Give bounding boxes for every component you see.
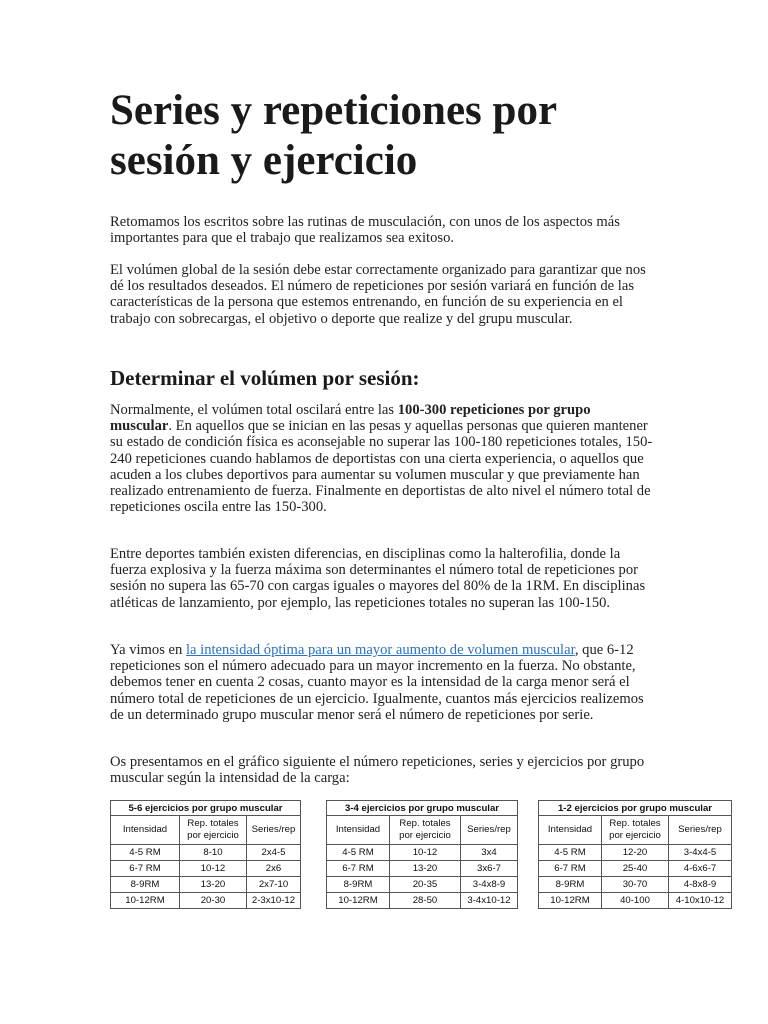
table-row — [327, 861, 518, 877]
header-series-reps: Series/rep — [247, 816, 301, 845]
cell-intensity: 6-7 RM — [111, 861, 180, 877]
cell-series-reps: 2x4-5 — [247, 845, 301, 861]
cell-intensity: 6-7 RM — [539, 861, 602, 877]
table-title: 5-6 ejercicios por grupo muscular — [111, 801, 301, 816]
table-3-4-exercises — [326, 800, 518, 909]
header-total-reps: Rep. totales por ejercicio — [390, 816, 461, 845]
cell-intensity: 4-5 RM — [539, 845, 602, 861]
table-row — [327, 893, 518, 909]
table-row — [539, 893, 732, 909]
cell-series-reps: 2x7-10 — [247, 877, 301, 893]
header-series-reps: Series/rep — [669, 816, 732, 845]
cell-series-reps: 3-4x8-9 — [461, 877, 518, 893]
intensity-paragraph — [110, 642, 655, 723]
cell-intensity: 8-9RM — [111, 877, 180, 893]
sports-paragraph: Entre deportes también existen diferencias, en disciplinas como la halterofilia, donde la fuerza explosiva y la fuerza máxima son determinantes el número total de repeticiones por sesión no supera las 65-70 con cargas iguales o mayores del 80% de la 1RM. En disciplinas atléticas de lanzamiento, por ejemplo, las repeticiones totales no superan las 100-150. — [110, 546, 646, 611]
cell-total-reps: 8-10 — [180, 845, 247, 861]
cell-intensity: 10-12RM — [327, 893, 390, 909]
header-intensity: Intensidad — [327, 816, 390, 845]
table-5-6-exercises — [110, 800, 301, 909]
volume-paragraph-start: Normalmente, el volúmen total oscilará entre las — [110, 402, 398, 418]
cell-intensity: 8-9RM — [327, 877, 390, 893]
section-heading: Determinar el volúmen por sesión: — [110, 366, 420, 390]
cell-series-reps: 3-4x10-12 — [461, 893, 518, 909]
table-title: 3-4 ejercicios por grupo muscular — [327, 801, 518, 816]
cell-total-reps: 10-12 — [390, 845, 461, 861]
intro-paragraph-2: El volúmen global de la sesión debe estar correctamente organizado para garantizar que nos dé los resultados deseados. El número de repeticiones por sesión variará en función de las características de la persona que estemos entrenando, en función de su experiencia en el trabajo con sobrecargas, el objetivo o deporte que realize y del grupu muscular. — [110, 262, 646, 327]
table-row — [111, 861, 301, 877]
table-row — [327, 845, 518, 861]
volume-paragraph — [110, 402, 655, 515]
cell-total-reps: 25-40 — [602, 861, 669, 877]
cell-intensity: 10-12RM — [539, 893, 602, 909]
cell-intensity: 4-5 RM — [111, 845, 180, 861]
cell-series-reps: 3x6-7 — [461, 861, 518, 877]
cell-total-reps: 20-30 — [180, 893, 247, 909]
table-row — [111, 845, 301, 861]
header-series-reps: Series/rep — [461, 816, 518, 845]
intensity-paragraph-rest: , que 6-12 repeticiones son el número adecuado para un mayor incremento en la fuerza. No obstante, debemos tener en cuenta 2 cosas, cuanto mayor es la intensidad de la carga menor será el número total de repeticiones de un ejercicio. Igualmente, cuantos más ejercicios realizemos de un determinado grupo muscular menor será el número de repeticiones por serie. — [110, 642, 644, 723]
cell-total-reps: 30-70 — [602, 877, 669, 893]
table-row — [539, 877, 732, 893]
cell-series-reps: 3-4x4-5 — [669, 845, 732, 861]
cell-total-reps: 13-20 — [390, 861, 461, 877]
cell-intensity: 6-7 RM — [327, 861, 390, 877]
cell-total-reps: 20-35 — [390, 877, 461, 893]
cell-series-reps: 2-3x10-12 — [247, 893, 301, 909]
volume-range-highlight: 100-300 repeticiones por grupo muscular — [110, 402, 591, 435]
cell-series-reps: 2x6 — [247, 861, 301, 877]
cell-intensity: 4-5 RM — [327, 845, 390, 861]
table-title: 1-2 ejercicios por grupo muscular — [539, 801, 732, 816]
cell-series-reps: 4-6x6-7 — [669, 861, 732, 877]
header-intensity: Intensidad — [539, 816, 602, 845]
header-total-reps: Rep. totales por ejercicio — [180, 816, 247, 845]
cell-series-reps: 4-8x8-9 — [669, 877, 732, 893]
cell-total-reps: 13-20 — [180, 877, 247, 893]
header-total-reps: Rep. totales por ejercicio — [602, 816, 669, 845]
table-row — [111, 893, 301, 909]
table-row — [539, 845, 732, 861]
repetition-tables — [110, 800, 735, 910]
cell-intensity: 10-12RM — [111, 893, 180, 909]
intensity-article-link[interactable]: la intensidad óptima para un mayor aumento de volumen muscular — [185, 642, 575, 658]
cell-intensity: 8-9RM — [539, 877, 602, 893]
cell-total-reps: 28-50 — [390, 893, 461, 909]
header-intensity: Intensidad — [111, 816, 180, 845]
table-row — [327, 877, 518, 893]
cell-total-reps: 40-100 — [602, 893, 669, 909]
intensity-paragraph-start: Ya vimos en — [110, 642, 186, 658]
table-1-2-exercises — [538, 800, 732, 909]
chart-intro-paragraph: Os presentamos en el gráfico siguiente el número repeticiones, series y ejercicios por grupo muscular según la intensidad de la carga: — [110, 754, 645, 787]
cell-total-reps: 10-12 — [180, 861, 247, 877]
table-row — [111, 877, 301, 893]
volume-paragraph-rest: . En aquellos que se inician en las pesas y aquellas personas que quieren mantener su estado de condición física es aconsejable no superar las 100-180 repeticiones totales, 150-240 repeticiones cuando hablamos de deportistas con una cierta experiencia, o aquellos que acuden a los clubes deportivos para aumentar su volumen muscular y que previamente han realizado entrenamiento de fuerza. Finalmente en deportistas de alto nivel el número total de repeticiones oscila entre las 150-300. — [110, 418, 653, 516]
table-row — [539, 861, 732, 877]
cell-series-reps: 4-10x10-12 — [669, 893, 732, 909]
page-title: Series y repeticiones por sesión y ejercicio — [110, 87, 557, 184]
cell-series-reps: 3x4 — [461, 845, 518, 861]
cell-total-reps: 12-20 — [602, 845, 669, 861]
intro-paragraph-1: Retomamos los escritos sobre las rutinas de musculación, con unos de los aspectos más importantes para que el trabajo que realizamos sea exitoso. — [110, 214, 620, 247]
